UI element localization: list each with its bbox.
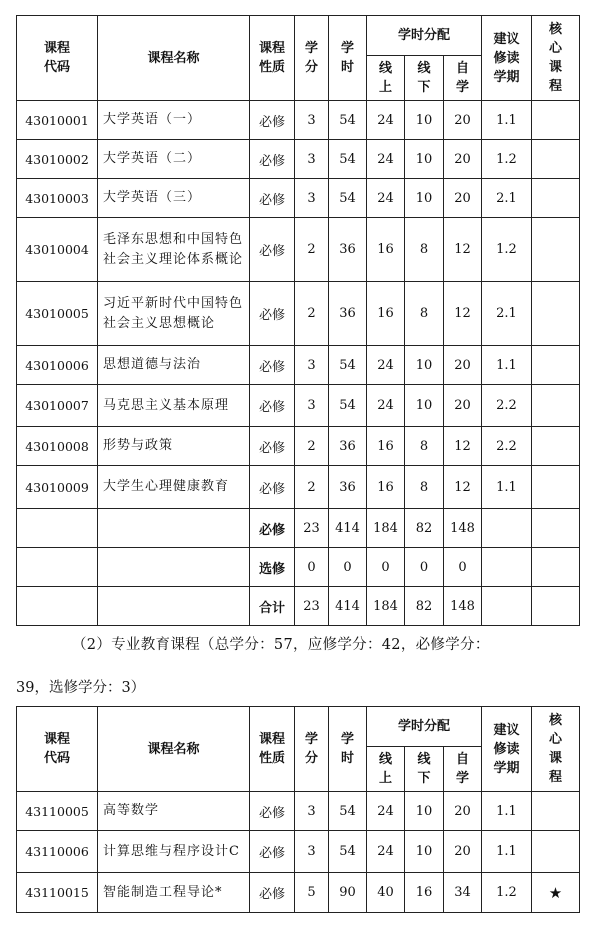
- course-code: 43110006: [17, 831, 98, 873]
- course-online-hours: 16: [367, 282, 405, 346]
- course-credit: 3: [295, 792, 329, 831]
- summary-self-study-hours: 0: [444, 548, 482, 587]
- table-row: [17, 101, 580, 140]
- course-type: 必修: [250, 831, 295, 873]
- header-credit: 学分: [295, 707, 329, 792]
- summary-hours: 0: [329, 548, 367, 587]
- course-offline-hours: 8: [405, 427, 444, 466]
- summary-credit: 23: [295, 587, 329, 626]
- course-self-study-hours: 12: [444, 427, 482, 466]
- course-self-study-hours: 20: [444, 179, 482, 218]
- table-row: [17, 218, 580, 282]
- course-online-hours: 40: [367, 873, 405, 913]
- header-term: 建议修读学期: [482, 707, 532, 792]
- course-credit: 3: [295, 346, 329, 385]
- course-code: 43010001: [17, 101, 98, 140]
- course-offline-hours: 10: [405, 385, 444, 427]
- course-term: 1.1: [482, 466, 532, 509]
- core-course-star: [532, 179, 580, 218]
- course-term: 1.1: [482, 101, 532, 140]
- header-hours: 学时: [329, 16, 367, 101]
- summary-label: 选修: [250, 548, 295, 587]
- header-name: 课程名称: [98, 707, 250, 792]
- empty-cell: [17, 548, 98, 587]
- course-code: 43010003: [17, 179, 98, 218]
- table-row: [17, 831, 580, 873]
- header-online: 线上: [367, 56, 405, 101]
- summary-row: [17, 548, 580, 587]
- course-code: 43010009: [17, 466, 98, 509]
- header-code: 课程代码: [17, 707, 98, 792]
- course-code: 43010007: [17, 385, 98, 427]
- course-online-hours: 16: [367, 218, 405, 282]
- course-name: 大学英语（三）: [98, 179, 250, 218]
- header-name: 课程名称: [98, 16, 250, 101]
- course-offline-hours: 10: [405, 101, 444, 140]
- summary-credit: 0: [295, 548, 329, 587]
- course-term: 2.2: [482, 427, 532, 466]
- core-course-star: [532, 218, 580, 282]
- course-code: 43010004: [17, 218, 98, 282]
- summary-row: [17, 587, 580, 626]
- course-type: 必修: [250, 282, 295, 346]
- header-self: 自学: [444, 747, 482, 792]
- section-paragraph-line1: （2）专业教育课程（总学分：57，应修学分：42，必修学分：: [72, 637, 490, 653]
- header-code: 课程代码: [17, 16, 98, 101]
- course-name: 大学英语（一）: [98, 101, 250, 140]
- course-name: 马克思主义基本原理: [98, 385, 250, 427]
- course-term: 1.2: [482, 218, 532, 282]
- course-credit: 5: [295, 873, 329, 913]
- course-offline-hours: 16: [405, 873, 444, 913]
- course-name: 大学英语（二）: [98, 140, 250, 179]
- header-credit: 学分: [295, 16, 329, 101]
- course-hours: 54: [329, 346, 367, 385]
- course-term: 1.1: [482, 831, 532, 873]
- header-online: 线上: [367, 747, 405, 792]
- general-course-table: [16, 15, 580, 626]
- course-code: 43010006: [17, 346, 98, 385]
- course-hours: 54: [329, 140, 367, 179]
- summary-row: [17, 509, 580, 548]
- course-code: 43110015: [17, 873, 98, 913]
- course-offline-hours: 8: [405, 282, 444, 346]
- course-credit: 2: [295, 427, 329, 466]
- course-term: 1.1: [482, 346, 532, 385]
- course-type: 必修: [250, 179, 295, 218]
- course-term: 1.1: [482, 792, 532, 831]
- course-hours: 54: [329, 101, 367, 140]
- header-type: 课程性质: [250, 16, 295, 101]
- course-type: 必修: [250, 792, 295, 831]
- course-credit: 3: [295, 101, 329, 140]
- summary-online-hours: 184: [367, 587, 405, 626]
- course-code: 43010005: [17, 282, 98, 346]
- core-course-star: [532, 385, 580, 427]
- empty-cell: [482, 548, 532, 587]
- empty-cell: [532, 548, 580, 587]
- table-row: [17, 427, 580, 466]
- course-name: 计算思维与程序设计C: [98, 831, 250, 873]
- empty-cell: [98, 548, 250, 587]
- course-hours: 54: [329, 831, 367, 873]
- empty-cell: [532, 509, 580, 548]
- table-row: [17, 140, 580, 179]
- course-hours: 54: [329, 385, 367, 427]
- course-self-study-hours: 20: [444, 101, 482, 140]
- table-row: [17, 179, 580, 218]
- course-self-study-hours: 20: [444, 140, 482, 179]
- course-hours: 36: [329, 218, 367, 282]
- table-row: [17, 346, 580, 385]
- core-course-star: [532, 466, 580, 509]
- course-hours: 36: [329, 282, 367, 346]
- course-offline-hours: 8: [405, 218, 444, 282]
- course-type: 必修: [250, 427, 295, 466]
- course-type: 必修: [250, 101, 295, 140]
- course-hours: 54: [329, 792, 367, 831]
- header-core: 核心课程: [532, 16, 580, 101]
- course-type: 必修: [250, 346, 295, 385]
- empty-cell: [482, 509, 532, 548]
- course-offline-hours: 10: [405, 346, 444, 385]
- course-name: 毛泽东思想和中国特色社会主义理论体系概论: [98, 218, 250, 282]
- course-code: 43010002: [17, 140, 98, 179]
- course-credit: 3: [295, 831, 329, 873]
- header-hours: 学时: [329, 707, 367, 792]
- table-row: [17, 282, 580, 346]
- course-offline-hours: 8: [405, 466, 444, 509]
- course-code: 43010008: [17, 427, 98, 466]
- course-self-study-hours: 20: [444, 831, 482, 873]
- summary-offline-hours: 82: [405, 509, 444, 548]
- course-name: 思想道德与法治: [98, 346, 250, 385]
- course-online-hours: 24: [367, 346, 405, 385]
- summary-offline-hours: 0: [405, 548, 444, 587]
- course-term: 1.2: [482, 140, 532, 179]
- course-type: 必修: [250, 218, 295, 282]
- course-name: 智能制造工程导论*: [98, 873, 250, 913]
- course-credit: 2: [295, 466, 329, 509]
- course-name: 高等数学: [98, 792, 250, 831]
- course-online-hours: 16: [367, 466, 405, 509]
- summary-hours: 414: [329, 587, 367, 626]
- course-online-hours: 24: [367, 101, 405, 140]
- course-offline-hours: 10: [405, 179, 444, 218]
- empty-cell: [532, 587, 580, 626]
- core-course-star: [532, 427, 580, 466]
- course-term: 2.1: [482, 179, 532, 218]
- course-type: 必修: [250, 873, 295, 913]
- summary-label: 必修: [250, 509, 295, 548]
- summary-online-hours: 184: [367, 509, 405, 548]
- empty-cell: [17, 587, 98, 626]
- course-name: 大学生心理健康教育: [98, 466, 250, 509]
- course-type: 必修: [250, 466, 295, 509]
- header-term: 建议修读学期: [482, 16, 532, 101]
- header-type: 课程性质: [250, 707, 295, 792]
- header-self: 自学: [444, 56, 482, 101]
- course-term: 1.2: [482, 873, 532, 913]
- table-row: [17, 792, 580, 831]
- course-name: 形势与政策: [98, 427, 250, 466]
- course-self-study-hours: 20: [444, 346, 482, 385]
- summary-label: 合计: [250, 587, 295, 626]
- summary-hours: 414: [329, 509, 367, 548]
- course-self-study-hours: 12: [444, 282, 482, 346]
- summary-credit: 23: [295, 509, 329, 548]
- header-distribution: 学时分配: [367, 707, 482, 747]
- summary-self-study-hours: 148: [444, 509, 482, 548]
- course-self-study-hours: 20: [444, 792, 482, 831]
- course-credit: 2: [295, 282, 329, 346]
- header-distribution: 学时分配: [367, 16, 482, 56]
- table-row: [17, 873, 580, 913]
- course-offline-hours: 10: [405, 140, 444, 179]
- summary-online-hours: 0: [367, 548, 405, 587]
- course-hours: 54: [329, 179, 367, 218]
- table-row: [17, 385, 580, 427]
- course-type: 必修: [250, 385, 295, 427]
- empty-cell: [482, 587, 532, 626]
- course-type: 必修: [250, 140, 295, 179]
- summary-offline-hours: 82: [405, 587, 444, 626]
- course-term: 2.2: [482, 385, 532, 427]
- course-self-study-hours: 20: [444, 385, 482, 427]
- section-paragraph-line2: 39，选修学分：3）: [16, 680, 146, 696]
- course-hours: 36: [329, 466, 367, 509]
- empty-cell: [17, 509, 98, 548]
- summary-self-study-hours: 148: [444, 587, 482, 626]
- course-self-study-hours: 34: [444, 873, 482, 913]
- course-code: 43110005: [17, 792, 98, 831]
- course-online-hours: 24: [367, 831, 405, 873]
- course-hours: 36: [329, 427, 367, 466]
- empty-cell: [98, 587, 250, 626]
- core-course-star: [532, 282, 580, 346]
- header-offline: 线下: [405, 56, 444, 101]
- course-credit: 3: [295, 385, 329, 427]
- core-course-star: [532, 101, 580, 140]
- header-offline: 线下: [405, 747, 444, 792]
- course-online-hours: 24: [367, 792, 405, 831]
- core-course-star: [532, 346, 580, 385]
- table-row: [17, 466, 580, 509]
- course-credit: 2: [295, 218, 329, 282]
- professional-course-table: [16, 706, 580, 913]
- course-term: 2.1: [482, 282, 532, 346]
- core-course-star: [532, 831, 580, 873]
- course-hours: 90: [329, 873, 367, 913]
- core-course-star: [532, 792, 580, 831]
- header-core: 核心课程: [532, 707, 580, 792]
- empty-cell: [98, 509, 250, 548]
- course-self-study-hours: 12: [444, 218, 482, 282]
- course-credit: 3: [295, 140, 329, 179]
- course-self-study-hours: 12: [444, 466, 482, 509]
- core-course-star: [532, 140, 580, 179]
- course-online-hours: 24: [367, 385, 405, 427]
- course-online-hours: 24: [367, 179, 405, 218]
- course-online-hours: 24: [367, 140, 405, 179]
- core-course-star: ★: [532, 873, 580, 913]
- course-offline-hours: 10: [405, 831, 444, 873]
- course-credit: 3: [295, 179, 329, 218]
- course-offline-hours: 10: [405, 792, 444, 831]
- course-name: 习近平新时代中国特色社会主义思想概论: [98, 282, 250, 346]
- course-online-hours: 16: [367, 427, 405, 466]
